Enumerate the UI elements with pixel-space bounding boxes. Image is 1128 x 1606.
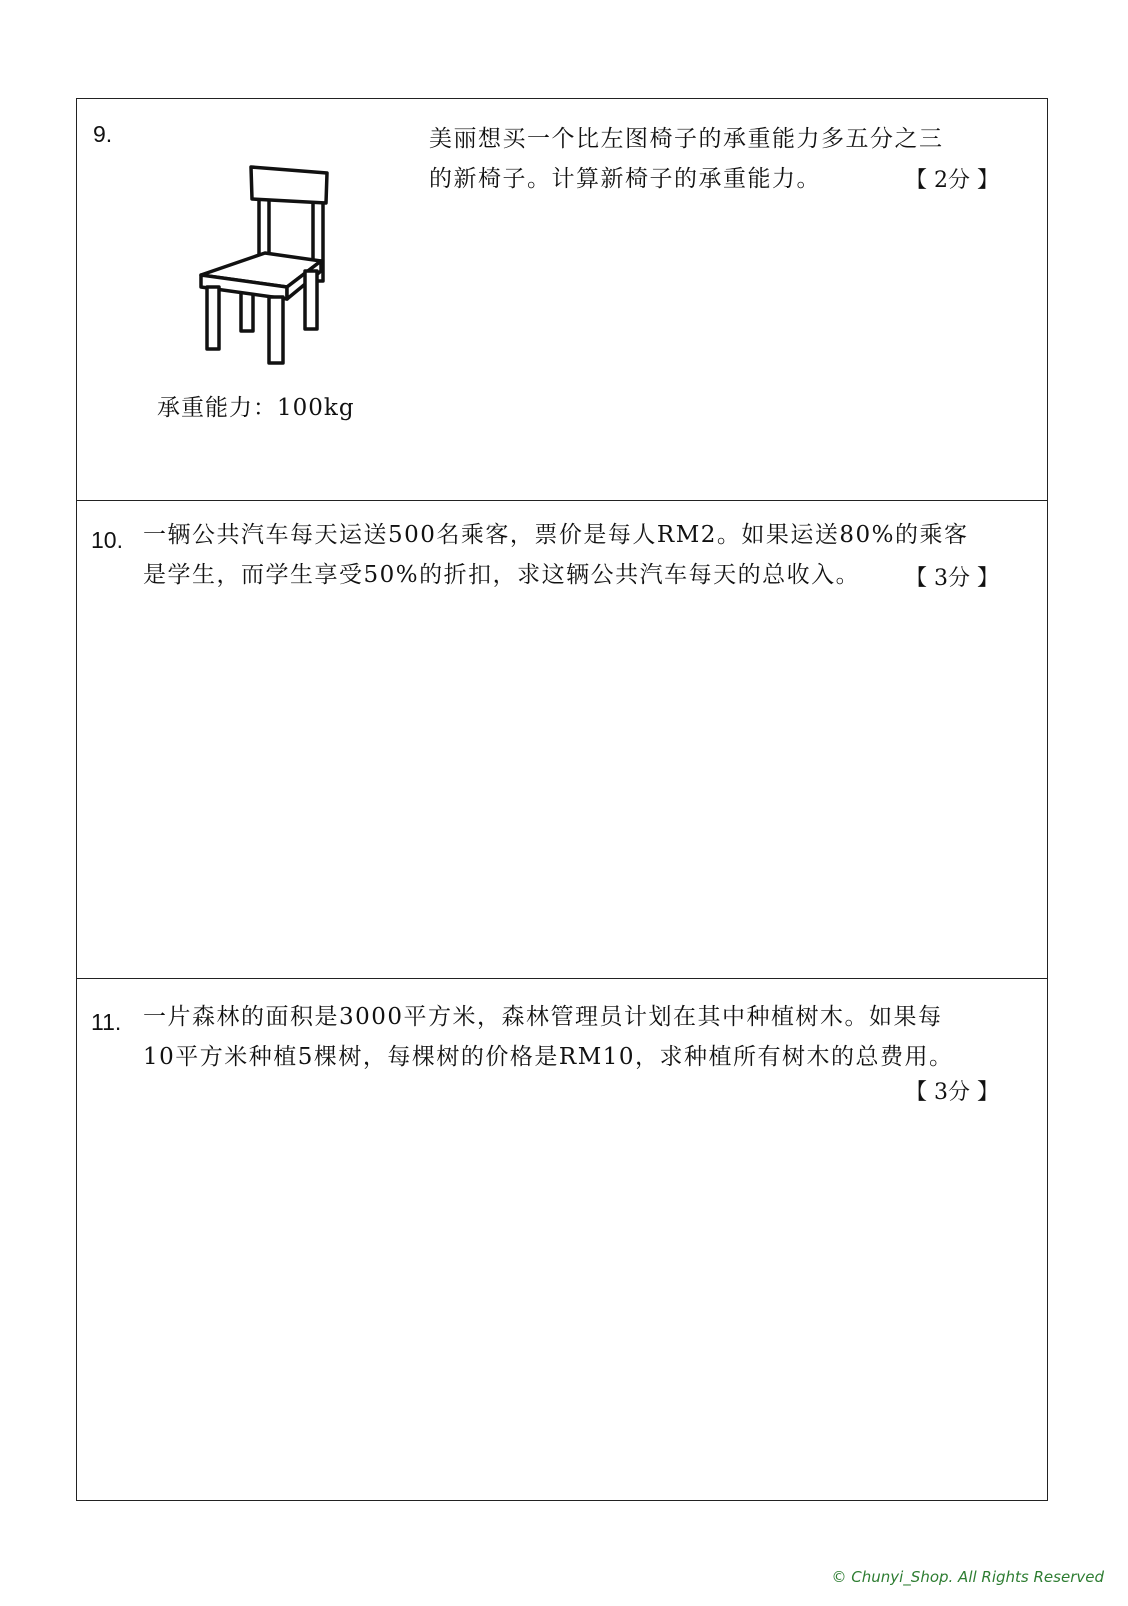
marks-badge: 【 2分 】 [905,168,999,193]
question-number: 11. [91,1009,122,1035]
question-line: 美丽想买一个比左图椅子的承重能力多五分之三 [429,126,944,152]
marks-badge: 【 3分 】 [905,1080,999,1105]
worksheet [76,98,1048,1501]
question-line: 的新椅子。计算新椅子的承重能力。 [429,166,821,192]
question-line: 一片森林的面积是3000平方米，森林管理员计划在其中种植树木。如果每 [143,1004,943,1030]
question-line: 一辆公共汽车每天运送500名乘客，票价是每人RM2。如果运送80%的乘客 [143,522,969,548]
question-10 [77,501,1047,979]
marks-badge: 【 3分 】 [905,566,999,591]
chair-capacity-label: 承重能力：100kg [157,395,355,421]
question-line: 10平方米种植5棵树，每棵树的价格是RM10，求种植所有树木的总费用。 [143,1044,954,1070]
question-line: 是学生，而学生享受50%的折扣，求这辆公共汽车每天的总收入。 [143,562,861,588]
chair-icon [195,159,345,369]
question-10-text [143,515,1023,595]
question-9 [77,99,1047,501]
question-number: 10. [91,527,123,553]
question-number: 9. [93,121,113,147]
question-11 [77,979,1047,1502]
copyright-footer: © Chunyi_Shop. All Rights Reserved [831,1568,1104,1586]
question-11-text [143,997,1023,1077]
